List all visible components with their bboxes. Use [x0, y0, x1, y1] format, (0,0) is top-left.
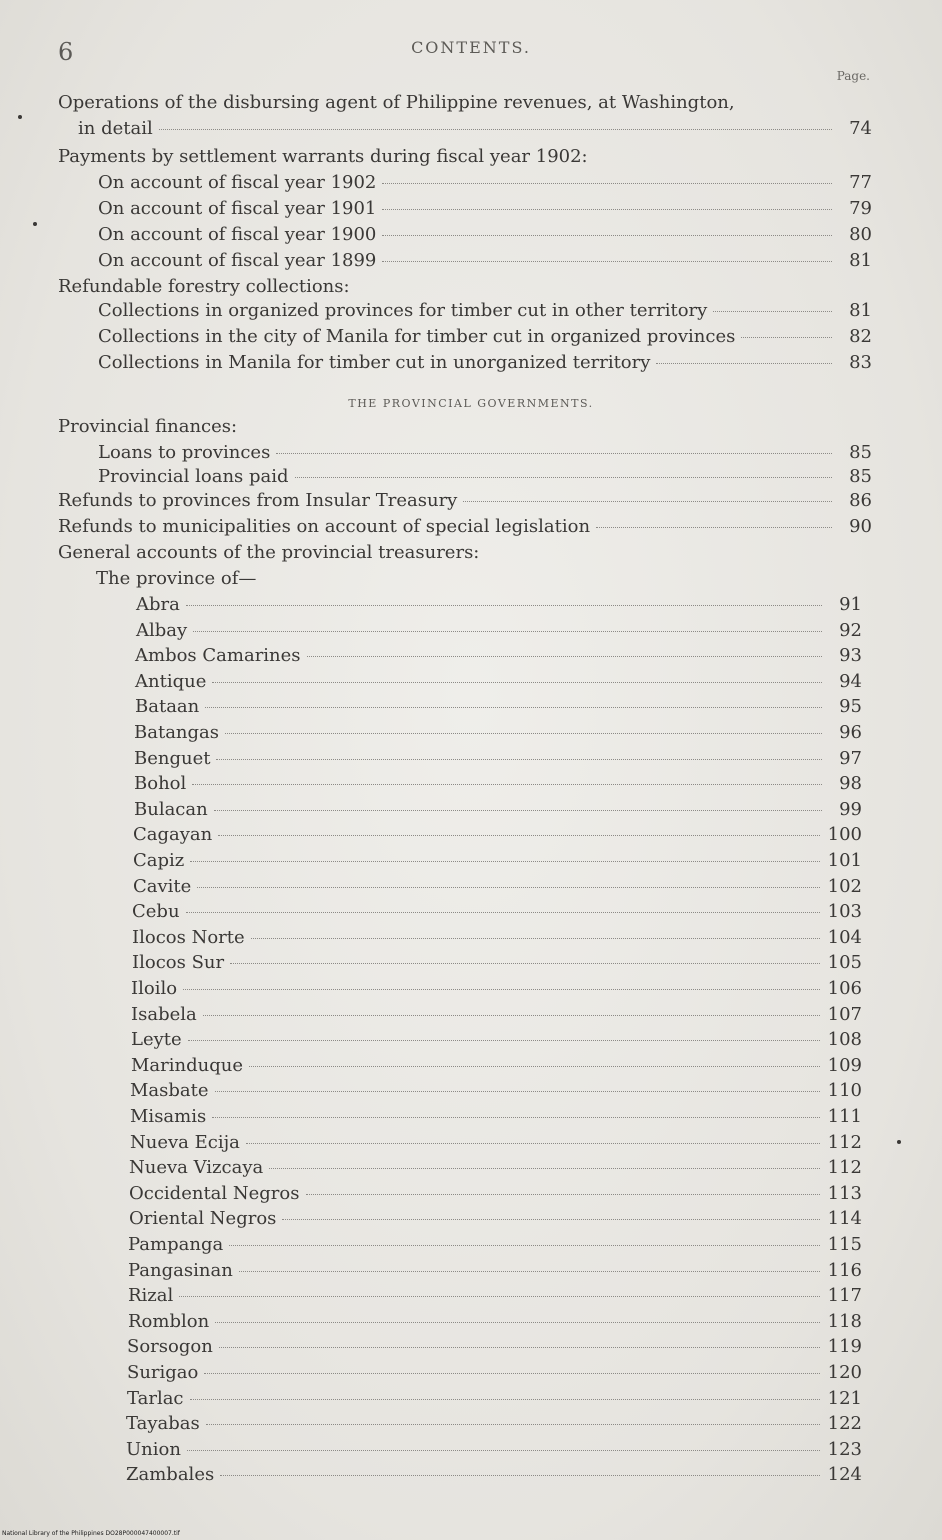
- dot-leader: [188, 1040, 820, 1041]
- dot-leader: [382, 209, 832, 210]
- dot-leader: [193, 631, 822, 632]
- dot-leader: [295, 477, 832, 478]
- toc-entry-province: [127, 1388, 862, 1414]
- toc-entry-page: 77: [849, 172, 872, 193]
- dot-leader: [204, 1373, 819, 1374]
- toc-entry-province: [136, 620, 862, 646]
- toc-entry-fy1902: [98, 172, 872, 198]
- dot-leader: [197, 887, 819, 888]
- province-name: Rizal: [128, 1285, 174, 1306]
- province-page: 110: [827, 1080, 862, 1101]
- dot-leader: [215, 1091, 820, 1092]
- dot-leader: [382, 261, 832, 262]
- dot-leader: [212, 682, 822, 683]
- province-page: 114: [827, 1208, 862, 1229]
- toc-entry-province: [132, 952, 862, 978]
- dot-leader: [596, 527, 832, 528]
- toc-entry-title: On account of fiscal year 1901: [98, 198, 377, 219]
- province-page: 100: [827, 824, 862, 845]
- province-page: 104: [827, 927, 862, 948]
- province-name: Albay: [136, 620, 188, 641]
- toc-entry-province: [136, 594, 862, 620]
- scan-speck: [33, 222, 37, 226]
- dot-leader: [212, 1117, 819, 1118]
- toc-entry-province: [132, 901, 862, 927]
- scan-footer-note: National Library of the Philippines DO28P000047400007.tif: [2, 1530, 180, 1537]
- province-page: 99: [839, 799, 862, 820]
- toc-entry-province: [127, 1336, 862, 1362]
- toc-entry-title: Refunds to municipalities on account of special legislation: [58, 516, 591, 537]
- province-page: 107: [827, 1004, 862, 1025]
- toc-entry-refunds-municipalities: [58, 516, 872, 542]
- toc-entry-page: 90: [849, 516, 872, 537]
- toc-entry-province: [129, 1208, 862, 1234]
- province-page: 112: [827, 1157, 862, 1178]
- province-page: 98: [839, 773, 862, 794]
- toc-entry-province: [130, 1080, 862, 1106]
- dot-leader: [187, 1450, 820, 1451]
- toc-entry-title: Collections in Manila for timber cut in unorganized territory: [98, 352, 651, 373]
- province-name: Pampanga: [128, 1234, 224, 1255]
- province-name: Leyte: [131, 1029, 182, 1050]
- page-number: 6: [58, 38, 74, 66]
- toc-entry-title: Collections in organized provinces for timber cut in other territory: [98, 300, 708, 321]
- toc-entry-province: [131, 978, 862, 1004]
- scan-speck: [897, 1140, 901, 1144]
- toc-heading-settlement-warrants: Payments by settlement warrants during fiscal year 1902:: [58, 146, 588, 167]
- province-page: 91: [839, 594, 862, 615]
- toc-entry-loans: [98, 442, 872, 468]
- toc-entry-province: [126, 1413, 862, 1439]
- toc-entry-province: [129, 1183, 862, 1209]
- dot-leader: [192, 784, 822, 785]
- province-page: 123: [827, 1439, 862, 1460]
- toc-entry-fy1899: [98, 250, 872, 276]
- toc-entry-disbursing-agent-line1: Operations of the disbursing agent of Philippine revenues, at Washington,: [58, 92, 735, 113]
- dot-leader: [382, 235, 832, 236]
- dot-leader: [307, 656, 822, 657]
- toc-entry-province: [130, 1106, 862, 1132]
- toc-entry-province: [134, 748, 862, 774]
- dot-leader: [251, 938, 820, 939]
- province-name: Union: [126, 1439, 181, 1460]
- dot-leader: [306, 1194, 820, 1195]
- province-name: Tayabas: [126, 1413, 200, 1434]
- dot-leader: [229, 1245, 819, 1246]
- toc-entry-refunds-provinces: [58, 490, 872, 516]
- province-page: 121: [827, 1388, 862, 1409]
- province-page: 108: [827, 1029, 862, 1050]
- toc-entry-province: [133, 850, 862, 876]
- toc-entry-province: [129, 1157, 862, 1183]
- toc-entry-province: [127, 1362, 862, 1388]
- dot-leader: [186, 912, 820, 913]
- toc-heading-province-of: The province of—: [96, 568, 257, 589]
- toc-entry-page: 81: [849, 300, 872, 321]
- province-page: 102: [827, 876, 862, 897]
- toc-entry-province: [128, 1234, 862, 1260]
- toc-entry-province: [134, 722, 862, 748]
- toc-entry-title: On account of fiscal year 1899: [98, 250, 377, 271]
- province-name: Oriental Negros: [129, 1208, 277, 1229]
- toc-entry-province: [128, 1260, 862, 1286]
- toc-entry-disbursing-agent: [78, 118, 872, 144]
- province-page: 118: [827, 1311, 862, 1332]
- dot-leader: [713, 311, 832, 312]
- dot-leader: [205, 707, 822, 708]
- dot-leader: [219, 1347, 820, 1348]
- dot-leader: [249, 1066, 820, 1067]
- province-page: 97: [839, 748, 862, 769]
- dot-leader: [246, 1143, 820, 1144]
- province-name: Bataan: [135, 696, 200, 717]
- toc-entry-forestry-organized: [98, 300, 872, 326]
- province-name: Zambales: [126, 1464, 215, 1485]
- toc-entry-province: [126, 1439, 862, 1465]
- province-name: Marinduque: [131, 1055, 243, 1076]
- dot-leader: [218, 835, 819, 836]
- dot-leader: [203, 1015, 820, 1016]
- dot-leader: [216, 759, 822, 760]
- province-name: Cagayan: [133, 824, 213, 845]
- province-name: Pangasinan: [128, 1260, 233, 1281]
- province-page: 101: [827, 850, 862, 871]
- province-page: 93: [839, 645, 862, 666]
- province-page: 113: [827, 1183, 862, 1204]
- toc-entry-fy1901: [98, 198, 872, 224]
- dot-leader: [276, 453, 832, 454]
- toc-heading-general-accounts: General accounts of the provincial treasurers:: [58, 542, 480, 563]
- province-page: 116: [827, 1260, 862, 1281]
- toc-entry-province: [128, 1285, 862, 1311]
- province-name: Abra: [136, 594, 180, 615]
- toc-entry-page: 81: [849, 250, 872, 271]
- toc-entry-forestry-manila: [98, 326, 872, 352]
- dot-leader: [239, 1271, 820, 1272]
- province-name: Nueva Ecija: [130, 1132, 240, 1153]
- province-page: 112: [827, 1132, 862, 1153]
- toc-entry-forestry-unorganized: [98, 352, 872, 378]
- province-name: Tarlac: [127, 1388, 184, 1409]
- province-name: Ilocos Norte: [132, 927, 245, 948]
- toc-entry-title: On account of fiscal year 1902: [98, 172, 377, 193]
- toc-entry-title: Loans to provinces: [98, 442, 271, 463]
- toc-entry-title: Refunds to provinces from Insular Treasury: [58, 490, 458, 511]
- province-name: Isabela: [131, 1004, 197, 1025]
- toc-entry-page: 85: [849, 442, 872, 463]
- toc-entry-province: [134, 799, 862, 825]
- province-page: 109: [827, 1055, 862, 1076]
- province-page: 103: [827, 901, 862, 922]
- toc-entry-page: 82: [849, 326, 872, 347]
- province-page: 120: [827, 1362, 862, 1383]
- toc-entry-province: [134, 773, 862, 799]
- toc-entry-page: 80: [849, 224, 872, 245]
- dot-leader: [215, 1322, 819, 1323]
- province-name: Masbate: [130, 1080, 209, 1101]
- toc-entry-title: in detail: [78, 118, 153, 139]
- province-name: Misamis: [130, 1106, 207, 1127]
- toc-entry-province: [128, 1311, 862, 1337]
- toc-entry-province: [135, 671, 862, 697]
- dot-leader: [463, 501, 832, 502]
- dot-leader: [741, 337, 832, 338]
- province-page: 106: [827, 978, 862, 999]
- dot-leader: [225, 733, 822, 734]
- dot-leader: [282, 1219, 819, 1220]
- province-name: Batangas: [134, 722, 220, 743]
- dot-leader: [186, 605, 822, 606]
- scan-speck: [18, 115, 22, 119]
- toc-entry-province: [131, 1055, 862, 1081]
- province-page: 111: [827, 1106, 862, 1127]
- toc-entry-province: [135, 645, 862, 671]
- section-title: THE PROVINCIAL GOVERNMENTS.: [348, 397, 594, 410]
- province-name: Nueva Vizcaya: [129, 1157, 264, 1178]
- toc-entry-page: 86: [849, 490, 872, 511]
- province-page: 115: [827, 1234, 862, 1255]
- toc-entry-title: Provincial loans paid: [98, 466, 289, 487]
- dot-leader: [206, 1424, 820, 1425]
- province-page: 124: [827, 1464, 862, 1485]
- toc-entry-page: 74: [849, 118, 872, 139]
- dot-leader: [220, 1475, 819, 1476]
- page-header: CONTENTS.: [411, 38, 531, 57]
- toc-entry-province: [131, 1004, 862, 1030]
- toc-heading-provincial-finances: Provincial finances:: [58, 416, 238, 437]
- toc-entry-province: [126, 1464, 862, 1490]
- province-name: Occidental Negros: [129, 1183, 300, 1204]
- dot-leader: [656, 363, 832, 364]
- dot-leader: [179, 1296, 819, 1297]
- province-page: 119: [827, 1336, 862, 1357]
- dot-leader: [190, 1399, 820, 1400]
- dot-leader: [183, 989, 820, 990]
- page-column-label: Page.: [836, 69, 870, 83]
- province-page: 94: [839, 671, 862, 692]
- toc-entry-page: 85: [849, 466, 872, 487]
- province-name: Cavite: [133, 876, 192, 897]
- toc-entry-province: [132, 927, 862, 953]
- toc-entry-title: Collections in the city of Manila for timber cut in organized provinces: [98, 326, 736, 347]
- toc-entry-page: 83: [849, 352, 872, 373]
- province-page: 95: [839, 696, 862, 717]
- province-name: Iloilo: [131, 978, 178, 999]
- province-name: Ilocos Sur: [132, 952, 225, 973]
- province-page: 105: [827, 952, 862, 973]
- toc-heading-forestry: Refundable forestry collections:: [58, 276, 350, 297]
- dot-leader: [382, 183, 832, 184]
- province-name: Benguet: [134, 748, 211, 769]
- province-page: 122: [827, 1413, 862, 1434]
- province-name: Ambos Camarines: [135, 645, 301, 666]
- dot-leader: [214, 810, 822, 811]
- province-page: 96: [839, 722, 862, 743]
- province-name: Capiz: [133, 850, 185, 871]
- province-name: Cebu: [132, 901, 180, 922]
- dot-leader: [269, 1168, 819, 1169]
- dot-leader: [159, 129, 832, 130]
- toc-entry-province: [130, 1132, 862, 1158]
- dot-leader: [230, 963, 820, 964]
- dot-leader: [190, 861, 819, 862]
- toc-entry-title: On account of fiscal year 1900: [98, 224, 377, 245]
- province-name: Bohol: [134, 773, 187, 794]
- toc-entry-province: [133, 824, 862, 850]
- province-name: Romblon: [128, 1311, 210, 1332]
- province-name: Antique: [135, 671, 207, 692]
- province-name: Sorsogon: [127, 1336, 213, 1357]
- toc-entry-page: 79: [849, 198, 872, 219]
- province-page: 92: [839, 620, 862, 641]
- province-page: 117: [827, 1285, 862, 1306]
- toc-entry-loans-paid: [98, 466, 872, 492]
- toc-entry-province: [131, 1029, 862, 1055]
- province-name: Surigao: [127, 1362, 199, 1383]
- toc-entry-province: [135, 696, 862, 722]
- toc-entry-province: [133, 876, 862, 902]
- province-name: Bulacan: [134, 799, 208, 820]
- toc-entry-fy1900: [98, 224, 872, 250]
